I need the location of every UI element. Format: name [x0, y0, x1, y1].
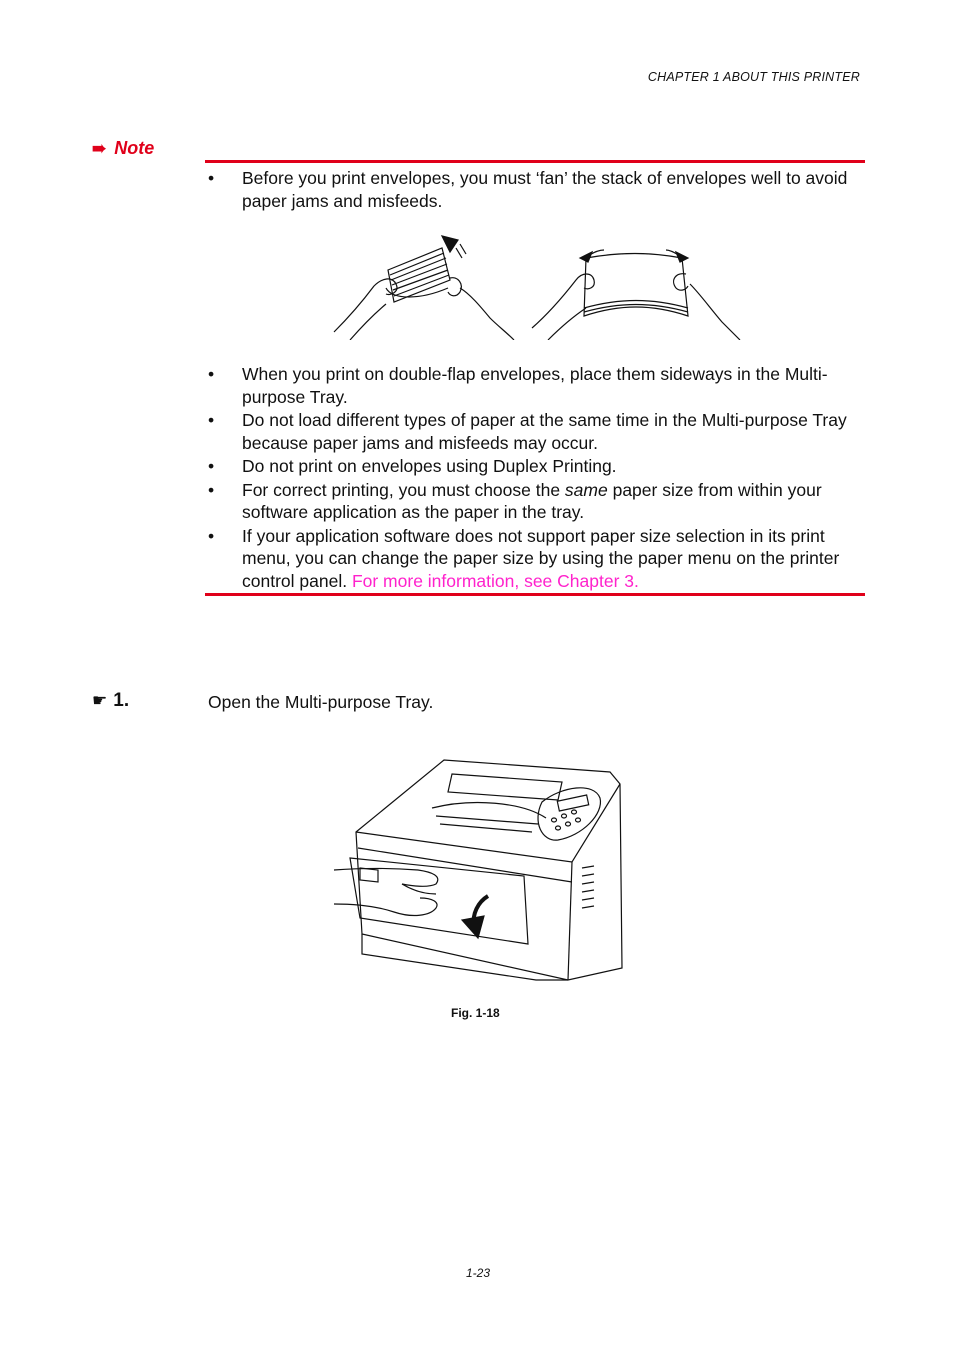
note-top-rule: [205, 160, 865, 163]
note-bullet-2: [205, 363, 865, 408]
control-panel: [538, 788, 600, 840]
envelope-stack-right: [584, 254, 688, 317]
step-number: [92, 690, 129, 712]
bullet-dot: •: [208, 364, 215, 384]
note-bullet-list-top: [205, 167, 865, 213]
bullet-dot: •: [208, 168, 215, 188]
printer-illustration: [332, 758, 624, 984]
note-bullet-1-text: Before you print envelopes, you must ‘fan’ the stack of envelopes well to avoid paper jams and misfeeds.: [242, 168, 848, 211]
note-bullet-list-bottom: [205, 363, 865, 593]
fan-motion-arrow: [442, 236, 466, 258]
side-vents: [582, 866, 594, 908]
bullet-dot: •: [208, 479, 215, 500]
note-bullet-2-text: When you print on double-flap envelopes, place them sideways in the Multi-purpose Tray.: [242, 364, 828, 407]
note-bottom-rule: [205, 593, 865, 596]
bullet-dot: •: [208, 525, 215, 546]
note-bullet-4: [205, 455, 865, 478]
pointing-hand-icon: ☛: [92, 691, 108, 710]
note-bullet-4-text: Do not print on envelopes using Duplex Printing.: [242, 456, 617, 476]
hand: [334, 869, 438, 916]
step-number-text: 1.: [113, 690, 130, 711]
note-bullet-3-text: Do not load different types of paper at the same time in the Multi-purpose Tray because paper jams and misfeeds may occur.: [242, 410, 847, 453]
fanning-envelopes-illustration: [330, 228, 742, 340]
note-bullet-5-text-a: For correct printing, you must choose the: [242, 479, 565, 500]
chapter-3-link[interactable]: For more information, see Chapter 3.: [351, 570, 639, 591]
note-bullet-5-text-b: paper size from within your software application as the paper in the tray.: [242, 479, 822, 522]
bullet-dot: •: [208, 456, 215, 476]
note-bullet-1: [205, 167, 865, 212]
note-bullet-3: [205, 409, 865, 454]
note-heading: [92, 138, 154, 159]
note-bullet-5: [205, 479, 865, 524]
figure-caption: Fig. 1-18: [451, 1006, 500, 1020]
arrow-right-icon: ➠: [92, 139, 107, 158]
left-hands: [334, 278, 514, 340]
bullet-dot: •: [208, 410, 215, 430]
note-title-text: Note: [114, 138, 155, 158]
chapter-header: CHAPTER 1 ABOUT THIS PRINTER: [647, 70, 860, 84]
page-number: 1-23: [466, 1266, 491, 1280]
note-bullet-6-text: If your application software does not support paper size selection in its print menu, you can change the paper size by using the paper menu on the printer control panel.: [242, 525, 840, 591]
note-bullet-5-emphasis: same: [564, 479, 608, 500]
step-instruction: Open the Multi-purpose Tray.: [208, 692, 434, 712]
printer-body: [356, 760, 622, 980]
envelope-stack-left: [386, 248, 450, 302]
note-bullet-6: [205, 525, 865, 593]
open-direction-arrow: [462, 896, 488, 938]
